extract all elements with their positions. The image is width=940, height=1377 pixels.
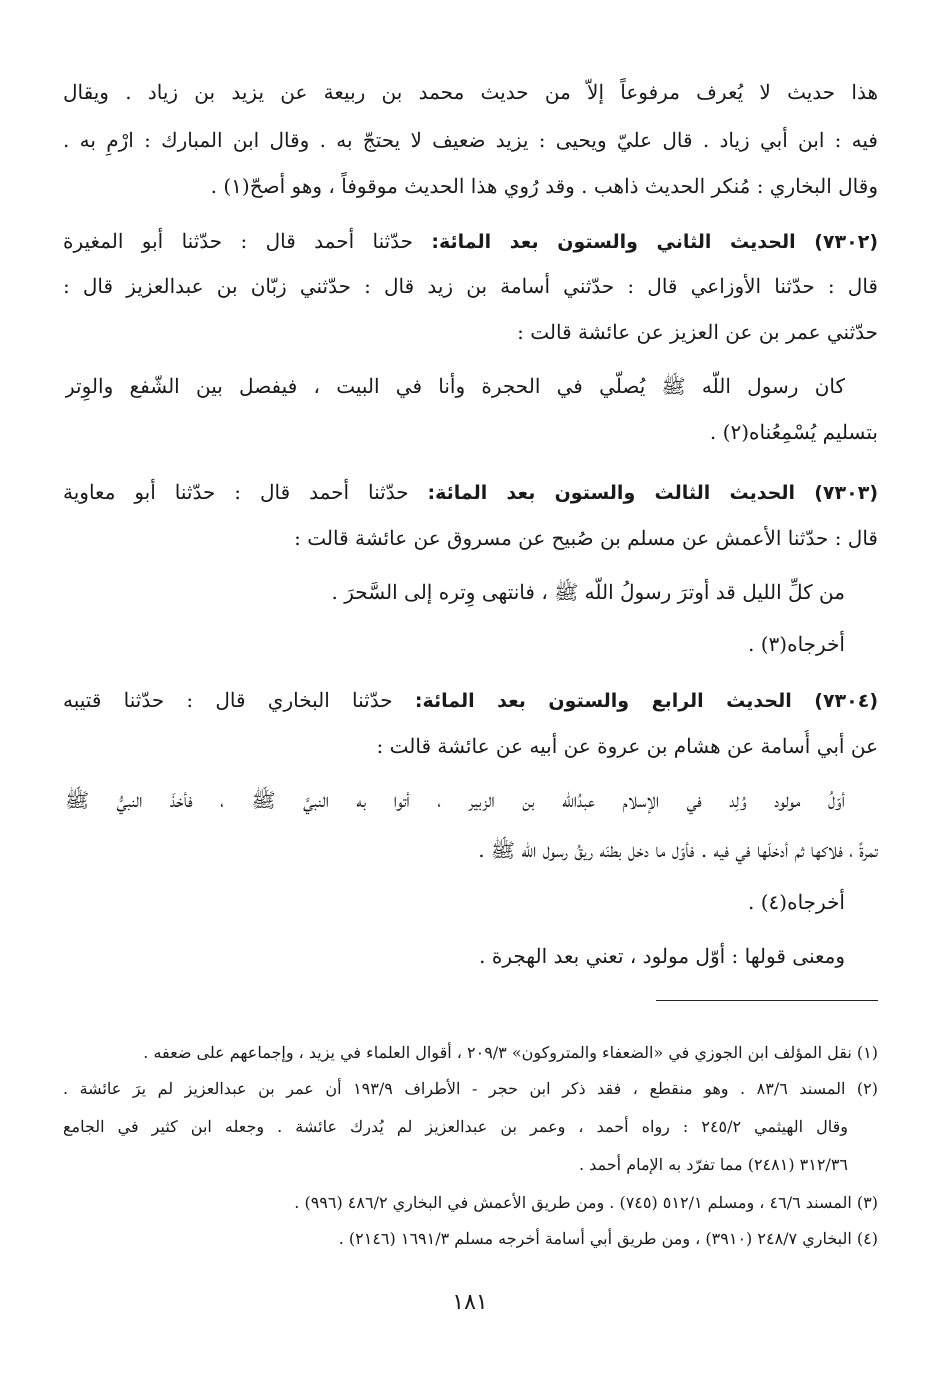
footnote-1: (١) نقل المؤلف ابن الجوزي في «الضعفاء والمتروكون» ٢٠٩/٣ ، أقوال العلماء في يزيد ، وإجماعهم على ضعفه . (143, 1043, 878, 1062)
matn-line: تمرةً ، فلاكها ثم أدخلَها في فيه . فأوّل ما دخل بطنَه ريقُ رسول اللّه ﷺ . (478, 838, 878, 862)
isnad-line: عن أبي أُسامة عن هشام بن عروة عن أبيه عن عائشة قالت : (376, 734, 878, 758)
matn-line: أوّلُ مولود وُلِد في الإسلام عبدُاللّه بن الزبير ، أتوا به النبيَّ ﷺ ، فأخذَ النبيُّ ﷺ (65, 788, 845, 812)
matn-line: أخرجاه(٣) . (748, 632, 845, 656)
isnad-line: قال : حدّثنا الأعمش عن مسلم بن صُبيح عن مسروق عن عائشة قالت : (294, 526, 878, 550)
footnote-separator (656, 1000, 878, 1001)
body-line: ومعنى قولها : أوّل مولود ، تعني بعد الهجرة . (479, 944, 845, 968)
hadith-heading-7302 (63, 225, 878, 259)
isnad-line: قال : حدّثنا الأوزاعي قال : حدّثني أسامة بن زيد قال : حدّثني زبّان بن عبدالعزيز قال : (63, 274, 878, 298)
hadith-heading-isnad: حدّثنا أحمد قال : حدّثنا أبو معاوية (63, 480, 428, 504)
matn-line: أخرجاه(٤) . (748, 890, 845, 914)
hadith-heading-7304 (63, 684, 878, 718)
footnote-2-cont: وقال الهيثمي ٢٤٥/٢ : رواه أحمد ، وعمر بن عبدالعزيز لم يُدرك عائشة . وجعله ابن كثير في الجامع (63, 1117, 848, 1136)
footnote-2: (٢) المسند ٨٣/٦ . وهو منقطع ، فقد ذكر ابن حجر - الأطراف ١٩٣/٩ أن عمر بن عبدالعزيز لم يرَ عائشة . (63, 1079, 878, 1098)
hadith-heading-title: (٧٣٠٣) الحديث الثالث والستون بعد المائة: (427, 482, 878, 504)
page-number: ١٨١ (452, 1290, 488, 1315)
hadith-heading-7303 (63, 476, 878, 510)
body-line: هذا حديث لا يُعرف مرفوعاً إلاّ من حديث محمد بن ربيعة عن يزيد بن زياد . ويقال (63, 80, 878, 104)
matn-line: من كلِّ الليل قد أوترَ رسولُ اللّه ﷺ ، فانتهى وِتره إلى السَّحرَ . (331, 580, 845, 604)
footnote-2-cont: ٣١٢/٣٦ (٢٤٨١) مما تفرّد به الإمام أحمد . (578, 1155, 848, 1174)
hadith-heading-title: (٧٣٠٤) الحديث الرابع والستون بعد المائة: (414, 690, 878, 712)
body-line: وقال البخاري : مُنكر الحديث ذاهب . وقد رُوي هذا الحديث موقوفاً ، وهو أصحّ(١) . (210, 174, 878, 198)
footnote-4: (٤) البخاري ٢٤٨/٧ (٣٩١٠) ، ومن طريق أبي أسامة أخرجه مسلم ١٦٩١/٣ (٢١٤٦) . (338, 1229, 878, 1248)
hadith-heading-isnad: حدّثنا أحمد قال : حدّثنا أبو المغيرة (63, 229, 432, 253)
body-line: فيه : ابن أبي زياد . قال عليّ ويحيى : يزيد ضعيف لا يحتجّ به . وقال ابن المبارك : ارْمِ به . (63, 128, 878, 152)
hadith-heading-isnad: حدّثنا البخاري قال : حدّثنا قتيبه (63, 688, 415, 712)
footnote-3: (٣) المسند ٤٦/٦ ، ومسلم ٥١٢/١ (٧٤٥) . ومن طريق الأعمش في البخاري ٤٨٦/٢ (٩٩٦) . (294, 1193, 878, 1212)
matn-line: كان رسول اللّه ﷺ يُصلّي في الحجرة وأنا في البيت ، فيفصل بين الشّفع والوِتر (65, 374, 845, 398)
matn-line: بتسليم يُسْمِعُناه(٢) . (709, 420, 878, 444)
isnad-line: حدّثني عمر بن عن العزيز عن عائشة قالت : (517, 320, 878, 344)
hadith-heading-title: (٧٣٠٢) الحديث الثاني والستون بعد المائة: (431, 231, 878, 253)
